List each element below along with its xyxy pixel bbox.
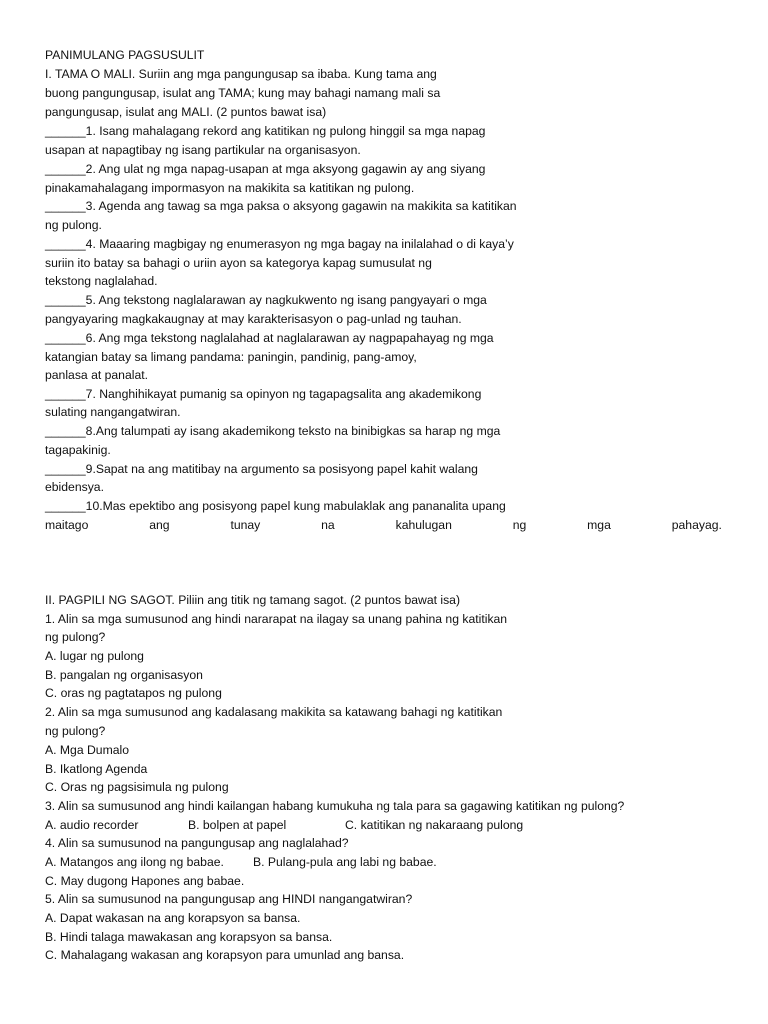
q1-option-b: B. pangalan ng organisasyon xyxy=(45,668,203,682)
item-2-line-1: ______2. Ang ulat ng mga napag-usapan at mga aksyong gagawin ay ang siyang xyxy=(45,162,486,176)
justified-word: pahayag. xyxy=(671,518,722,532)
instructions-line-1: I. TAMA O MALI. Suriin ang mga pangungusap sa ibaba. Kung tama ang xyxy=(45,67,437,81)
item-4-line-3: tekstong naglalahad. xyxy=(45,274,158,288)
item-6-line-3: panlasa at panalat. xyxy=(45,368,148,382)
item-10-line-1: ______10.Mas epektibo ang posisyong papel kung mabulaklak ang pananalita upang xyxy=(45,499,506,513)
item-4-line-1: ______4. Maaaring magbigay ng enumerasyon ng mga bagay na inilalahad o di kaya’y xyxy=(45,237,514,251)
justified-word: tunay xyxy=(230,518,261,532)
item-8-line-1: ______8.Ang talumpati ay isang akademikong teksto na binibigkas sa harap ng mga xyxy=(45,424,501,438)
instructions-line-3: pangungusap, isulat ang MALI. (2 puntos bawat isa) xyxy=(45,105,327,119)
q4-option-c: C. May dugong Hapones ang babae. xyxy=(45,874,245,888)
q2-line-1: 2. Alin sa mga sumusunod ang kadalasang makikita sa katawang bahagi ng katitikan xyxy=(45,705,503,719)
justified-word: ng xyxy=(512,518,527,532)
part2-title: II. PAGPILI NG SAGOT. Piliin ang titik ng tamang sagot. (2 puntos bawat isa) xyxy=(45,593,461,607)
item-3-line-2: ng pulong. xyxy=(45,218,102,232)
item-2-line-2: pinakamahalagang impormasyon na makikita sa katitikan ng pulong. xyxy=(45,181,415,195)
item-5-line-1: ______5. Ang tekstong naglalarawan ay nagkukwento ng isang pangyayari o mga xyxy=(45,293,487,307)
justified-word: ang xyxy=(149,518,170,532)
q3-option-b: B. bolpen at papel xyxy=(188,818,287,832)
q2-option-b: B. Ikatlong Agenda xyxy=(45,762,148,776)
q4-question: 4. Alin sa sumusunod na pangungusap ang naglalahad? xyxy=(45,836,349,850)
q5-question: 5. Alin sa sumusunod na pangungusap ang HINDI nangangatwiran? xyxy=(45,892,413,906)
q3-question: 3. Alin sa sumusunod ang hindi kailangan habang kumukuha ng tala para sa gagawing katitikan ng pulong? xyxy=(45,799,625,813)
item-1-line-2: usapan at napagtibay ng isang partikular na organisasyon. xyxy=(45,143,361,157)
justified-word: maitago xyxy=(45,518,89,532)
justified-word: mga xyxy=(587,518,611,532)
q4-option-a: A. Matangos ang ilong ng babae. xyxy=(45,855,224,869)
item-4-line-2: suriin ito batay sa bahagi o uriin ayon sa kategorya kapag sumusulat ng xyxy=(45,256,432,270)
item-10-justified-line xyxy=(45,518,722,533)
q1-line-2: ng pulong? xyxy=(45,630,106,644)
item-8-line-2: tagapakinig. xyxy=(45,443,111,457)
q1-option-c: C. oras ng pagtatapos ng pulong xyxy=(45,686,222,700)
q1-line-1: 1. Alin sa mga sumusunod ang hindi nararapat na ilagay sa unang pahina ng katitikan xyxy=(45,612,508,626)
q3-option-c: C. katitikan ng nakaraang pulong xyxy=(345,818,524,832)
q5-option-a: A. Dapat wakasan na ang korapsyon sa bansa. xyxy=(45,911,301,925)
item-6-line-2: katangian batay sa limang pandama: paningin, pandinig, pang-amoy, xyxy=(45,350,417,364)
test-title: PANIMULANG PAGSUSULIT xyxy=(45,48,205,62)
q5-option-c: C. Mahalagang wakasan ang korapsyon para umunlad ang bansa. xyxy=(45,948,405,962)
justified-word: na xyxy=(321,518,335,532)
item-3-line-1: ______3. Agenda ang tawag sa mga paksa o aksyong gagawin na makikita sa katitikan xyxy=(45,199,517,213)
q2-option-a: A. Mga Dumalo xyxy=(45,743,129,757)
q1-option-a: A. lugar ng pulong xyxy=(45,649,144,663)
item-1-line-1: ______1. Isang mahalagang rekord ang katitikan ng pulong hinggil sa mga napag xyxy=(45,124,486,138)
instructions-line-2: buong pangungusap, isulat ang TAMA; kung may bahagi namang mali sa xyxy=(45,86,441,100)
item-5-line-2: pangyayaring magkakaugnay at may karakterisasyon o pag-unlad ng tauhan. xyxy=(45,312,462,326)
item-7-line-2: sulating nangangatwiran. xyxy=(45,405,181,419)
item-7-line-1: ______7. Nanghihikayat pumanig sa opinyon ng tagapagsalita ang akademikong xyxy=(45,387,482,401)
q2-line-2: ng pulong? xyxy=(45,724,106,738)
item-9-line-1: ______9.Sapat na ang matitibay na argumento sa posisyong papel kahit walang xyxy=(45,462,478,476)
q5-option-b: B. Hindi talaga mawakasan ang korapsyon sa bansa. xyxy=(45,930,333,944)
q2-option-c: C. Oras ng pagsisimula ng pulong xyxy=(45,780,229,794)
q3-option-a: A. audio recorder xyxy=(45,818,139,832)
item-6-line-1: ______6. Ang mga tekstong naglalahad at naglalarawan ay nagpapahayag ng mga xyxy=(45,331,494,345)
item-9-line-2: ebidensya. xyxy=(45,480,104,494)
q4-option-b: B. Pulang-pula ang labi ng babae. xyxy=(253,855,437,869)
justified-word: kahulugan xyxy=(395,518,452,532)
